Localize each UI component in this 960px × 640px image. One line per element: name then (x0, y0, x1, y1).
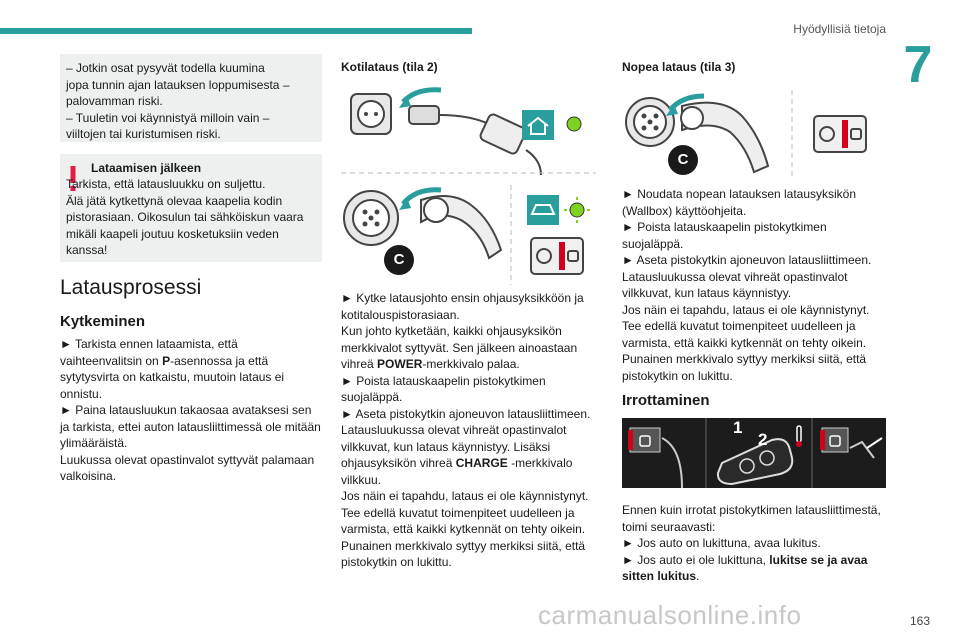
page-number: 163 (909, 614, 930, 628)
text-line: Tee edellä kuvatut toimenpiteet uudelleen ja (622, 319, 856, 333)
text-line: ► Poista latauskaapelin pistokytkimen (622, 220, 827, 234)
image-label-c: C (384, 245, 414, 275)
home-charging-illustration (341, 80, 604, 290)
home-icon (522, 110, 554, 140)
text-line: Älä jätä kytkettynä olevaa kaapelia kodin (66, 193, 283, 208)
section-title: Hyödyllisiä tietoja (793, 22, 886, 36)
key-step-2: 2 (758, 430, 768, 449)
kotilataus-text (341, 290, 607, 571)
subheading-irrottaminen: Irrottaminen (622, 392, 710, 409)
text-line: varmista, että kaikki kytkennät on tehty oikein. (341, 522, 586, 536)
vehicle-inlet-icon (344, 191, 398, 245)
text-line: vilkkuvat, kun lataus käynnistyy. Lisäksi (341, 439, 551, 454)
text-line: – Jotkin osat pysyvät todella kuumina (66, 61, 265, 75)
text-line: ► Paina latausluukun takaosaa avataksesi sen (60, 403, 312, 417)
green-light-icon (567, 117, 581, 131)
text-line: suojaläppä. (341, 390, 403, 404)
text-line: ► Noudata nopean latauksen latausyksikön (622, 187, 857, 201)
text-line: Latausluukussa olevat vihreät opastinvalot (341, 423, 567, 437)
text-line: Punainen merkkivalo syttyy merkiksi siitä, että (622, 352, 867, 366)
wall-socket-icon (351, 94, 391, 134)
text-line: ► Jos auto on lukittuna, avaa lukitus. (622, 536, 821, 550)
text-line: viiltojen tai kuristumisen riski. (66, 127, 221, 141)
text-line: ylimääräistä. (60, 436, 128, 450)
lock-status-panel-icon (814, 116, 866, 152)
text-line: merkkivalot syttyvät. Sen jälkeen ainoastaan (341, 340, 578, 355)
warning-box-title: Lataamisen jälkeen (91, 161, 202, 175)
heading-latausprosessi: Latausprosessi (60, 276, 202, 299)
text-line: Latausluukussa olevat vihreät opastinvalot (622, 269, 848, 284)
text-line: onnistu. (60, 386, 103, 401)
text-line: valkoisina. (60, 469, 117, 483)
text-line: pistokytkin on lukittu. (622, 368, 733, 383)
text-line: vihreä POWER-merkkivalo palaa. (341, 357, 520, 371)
charging-plug-icon (421, 196, 501, 258)
text-line: varmista, että kaikki kytkennät on tehty oikein. (622, 335, 867, 350)
text-line: jopa tunnin ajan latauksen loppumisesta – (66, 77, 290, 92)
lock-status-panel-icon (531, 238, 583, 274)
chapter-number: 7 (903, 36, 933, 94)
text-line: ► Tarkista ennen lataamista, että (60, 337, 238, 351)
text-line: ► Poista latauskaapelin pistokytkimen (341, 373, 546, 388)
nopea-lataus-text (622, 186, 890, 384)
text-line: vaihteenvalitsin on P-asennossa ja että (60, 353, 269, 368)
green-light-blinking-icon (570, 203, 584, 217)
text-line: ► Jos auto ei ole lukittuna, lukitse se ja avaa (622, 552, 868, 567)
text-line: kotitalouspistorasiaan. (341, 307, 460, 322)
text-line: Tee edellä kuvatut toimenpiteet uudelleen ja (341, 505, 575, 520)
text-line: palovamman riski. (66, 94, 163, 108)
text-line: pistorasiaan. Oikosulun tai sähköiskun vaara (66, 210, 304, 224)
key-step-1: 1 (733, 418, 743, 437)
text-line: ► Aseta pistokytkin ajoneuvon latausliittimeen. (341, 406, 591, 421)
warning-box-heat-text (60, 54, 322, 143)
text-line: Punainen merkkivalo syttyy merkiksi siitä, että (341, 538, 586, 553)
vehicle-inlet-icon (626, 98, 674, 146)
heading-kotilataus: Kotilataus (tila 2) (341, 60, 438, 74)
warning-box-after-charging (60, 154, 322, 262)
text-line: mikäli kaapeli joutuu kosketuksiin veden (66, 226, 279, 241)
text-line: Luukussa olevat opastinvalot syttyvät palamaan (60, 452, 315, 467)
car-icon (527, 195, 559, 225)
text-line: Ennen kuin irrotat pistokytkimen latausliittimestä, (622, 503, 881, 517)
text-line: (Wallbox) käyttöohjeita. (622, 203, 747, 218)
unlock-illustration (622, 418, 886, 488)
text-line: sytytysvirta on katkaistu, muutoin lataus ei (60, 370, 285, 384)
text-line: ► Kytke latausjohto ensin ohjausyksikköön ja (341, 291, 584, 305)
kytkeminen-text (60, 336, 326, 485)
image-label-c: C (668, 145, 698, 175)
text-line: kanssa! (66, 243, 108, 257)
warning-box-after-charging-text (60, 176, 320, 259)
text-line: ohjausyksikön vihreä CHARGE -merkkivalo (341, 456, 573, 470)
insert-arrow-icon (403, 90, 441, 102)
text-line: vilkkuu. (341, 472, 382, 487)
text-line: sitten lukitus. (622, 569, 700, 583)
text-line: ja tarkista, ettei auton latausliittimessä ole mitään (60, 419, 321, 434)
header-accent-bar (0, 28, 472, 34)
warning-box-heat (60, 54, 322, 142)
text-line: Tarkista, että latausluukku on suljettu. (66, 177, 266, 191)
text-line: – Tuuletin voi käynnistyä milloin vain – (66, 110, 270, 125)
text-line: vilkkuvat, kun lataus käynnistyy. (622, 286, 792, 300)
text-line: toimi seuraavasti: (622, 519, 716, 534)
irrottaminen-text (622, 502, 890, 585)
heading-nopea-lataus: Nopea lataus (tila 3) (622, 60, 736, 74)
watermark: carmanualsonline.info (538, 600, 802, 630)
fast-charging-illustration (622, 86, 884, 178)
text-line: Jos näin ei tapahdu, lataus ei ole käynnistynyt. (341, 489, 589, 503)
text-line: suojaläppä. (622, 236, 684, 251)
text-line: pistokytkin on lukittu. (341, 555, 452, 569)
text-line: ► Aseta pistokytkin ajoneuvon latausliittimeen. (622, 253, 872, 267)
text-line: Kun johto kytketään, kaikki ohjausyksikön (341, 324, 562, 338)
subheading-kytkeminen: Kytkeminen (60, 313, 146, 330)
plug-cable-icon (409, 106, 541, 175)
text-line: Jos näin ei tapahdu, lataus ei ole käynnistynyt. (622, 302, 870, 317)
